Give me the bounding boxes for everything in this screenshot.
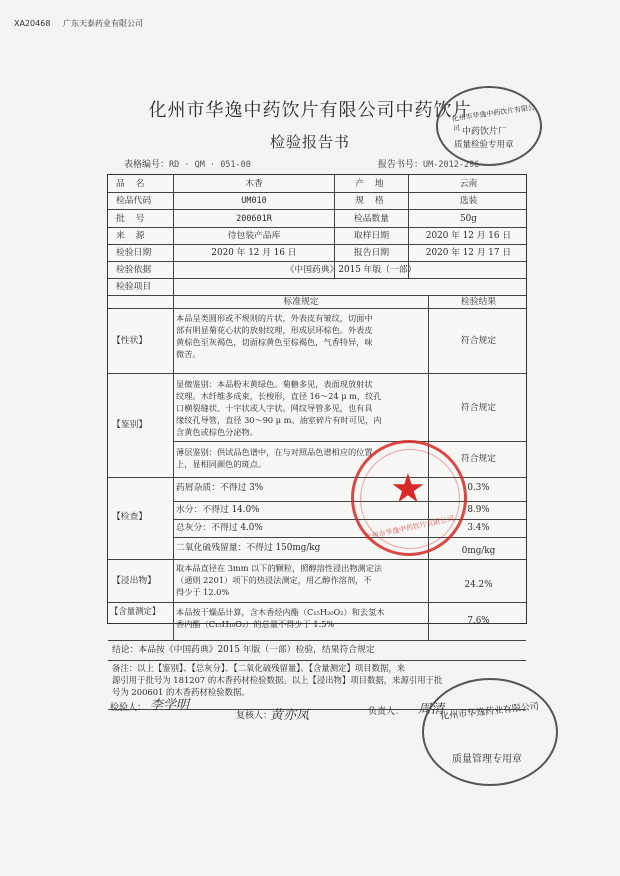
assay-line: 香内酯（C₁₅H₁₈O₂）的总量不得少于 1.5% [176,619,335,629]
spec-label: 规 格 [355,196,388,206]
test-date-value: 2020 年 12 月 16 日 [211,248,297,258]
assay-line: 本品按干燥品计算，含木香烃内酯（C₁₅H₂₀O₂）和去氢木 [176,607,385,617]
document-header [14,18,153,29]
jianbie-line: 纹理。木纤维多成束，长梭形，直径 16～24 μ m，纹孔 [176,391,382,401]
jiancha-item-impurity: 药屑杂质：不得过 3% [176,483,264,493]
jiancha-result-so2: 0mg/kg [461,546,496,556]
xingzhuang-line: 部有明显菊花心状的放射纹理，形成层环棕色。外表皮 [176,325,373,335]
inspector-signature: 李学明 [150,698,190,713]
assay-label: 【含量测定】 [110,606,161,616]
company-seal-text: 化州市华逸中药饮片有限公司 [364,514,455,542]
extract-result: 24.2% [464,580,493,590]
company-name: 广东天泰药业有限公司 [62,19,143,28]
conclusion: 结论：本品按《中国药典》2015 年版（一部）检验，结果符合规定 [112,645,375,655]
jianbie-result-1: 符合规定 [460,403,497,413]
code-value: UM010 [241,196,267,206]
qc-stamp-top [436,86,542,166]
qc-stamp-top-text: 化州市华逸中药饮片有限公司 [451,103,536,134]
jianbie-label: 【鉴别】 [112,420,148,430]
item-column-header: 检验项目 [116,282,152,292]
jianbie-line: 口横裂缝状、十字状或人字状。网纹导管多见，也有具 [176,403,373,413]
sample-date-label: 取样日期 [353,231,390,241]
form-number-label: 表格编号： [124,160,170,170]
extract-line: 得少于 12.0% [176,587,230,597]
jianbie-line: 缘纹孔导管，直径 30～90 μ m。油室碎片有时可见，内 [176,415,382,425]
batch-label: 批 号 [116,214,149,224]
reviewer-signature: 黄亦凤 [270,708,310,723]
jianbie-result-2: 符合规定 [460,454,497,464]
note-line: 号为 200601 的木香药材检验数据。 [112,687,250,697]
qc-stamp-top-text: 质量检验专用章 [454,140,514,150]
jiancha-item-so2: 二氧化硫残留量：不得过 150mg/kg [176,543,321,553]
jiancha-result-ash: 3.4% [467,523,490,533]
code-label: 检品代码 [116,196,152,206]
qc-stamp-bottom [422,678,558,786]
assay-result: 7.6% [467,616,490,626]
responsible-signature: 周清 [418,702,445,717]
sample-date-value: 2020 年 12 月 16 日 [425,231,512,241]
report-subtitle: 检验报告书 [269,133,350,151]
form-number [124,157,251,170]
xingzhuang-line: 本品呈类圆形或不规则的片状，外表皮有皱纹，切面中 [176,313,373,323]
report-date-label: 报告日期 [353,248,390,258]
star-icon: ★ [390,466,426,512]
xingzhuang-label: 【性状】 [112,336,148,346]
origin-value: 云南 [459,179,478,189]
test-date-label: 检验日期 [116,248,152,258]
origin-label: 产 地 [355,179,388,189]
responsible-label: 负责人： [368,707,405,717]
batch-value: 200601R [236,214,272,224]
jianbie-line: 显微鉴别：本品粉末黄绿色。菊糖多见，表面现放射状 [176,379,373,389]
reviewer-label: 复核人： [236,711,273,721]
basis-label: 检验依据 [116,265,152,275]
xingzhuang-result: 符合规定 [460,336,497,346]
jiancha-result-impurity: 0.3% [467,483,490,493]
inspection-table [107,174,527,697]
xingzhuang-line: 微苦。 [176,349,201,359]
jianbie-tlc-line: 薄层鉴别：供试品色谱中，在与对照品色谱相应的位置 [176,447,373,457]
extract-line: 取本品直径在 3mm 以下的颗粒，照醇溶性浸出物测定法 [176,563,383,573]
qty-label: 检品数量 [353,214,390,224]
qty-value: 50g [460,214,477,224]
basis-value: 《中国药典》2015 年版（一部） [285,265,417,275]
product-label: 品 名 [116,179,149,189]
jiancha-label: 【检查】 [112,512,148,522]
xingzhuang-line: 黄棕色至灰褐色，切面棕黄色至棕褐色，气香特异，味 [176,337,373,347]
result-column-header: 检验结果 [460,297,497,307]
qc-stamp-top-text: 中药饮片厂 [462,127,508,137]
jianbie-tlc-line: 上，显相同颜色的斑点。 [176,459,267,469]
extract-line: （通则 2201）项下的热浸法测定，用乙醇作溶剂，不 [176,575,372,585]
note-line: 备注：以上【鉴别】、【总灰分】、【二氧化硫残留量】、【含量测定】项目数据，来 [112,663,406,673]
jianbie-line: 含黄色或棕色分泌物。 [176,427,258,437]
spec-value: 选装 [459,196,478,206]
report-date-value: 2020 年 12 月 17 日 [425,248,512,258]
doc-code: XA20468 [14,19,51,28]
standard-column-header: 标准规定 [283,297,319,307]
company-seal [351,440,467,556]
qc-stamp-bottom-text: 质量管理专用章 [452,754,522,765]
jiancha-item-ash: 总灰分：不得过 4.0% [176,523,263,533]
form-number-value: RD · QM · 051-00 [169,160,251,170]
note-line: 源引用于批号为 181207 的木香药材检验数据。以上【浸出物】项目数据，来源引用于批 [112,675,443,685]
source-value: 待包装产品库 [227,231,281,241]
product-value: 木香 [245,179,263,189]
report-number-label: 报告书号： [378,160,424,170]
report-number-value: UM-2012-296 [423,160,480,170]
jiancha-result-water: 8.9% [467,505,490,515]
report-title: 化州市华逸中药饮片有限公司中药饮片 [148,100,472,121]
inspector-label: 检验人： [110,703,147,713]
jiancha-item-water: 水分：不得过 14.0% [176,505,260,515]
source-label: 来 源 [116,231,149,241]
extract-label: 【浸出物】 [112,576,156,586]
qc-stamp-bottom-text: 化州市华逸药业有限公司 [439,701,540,723]
